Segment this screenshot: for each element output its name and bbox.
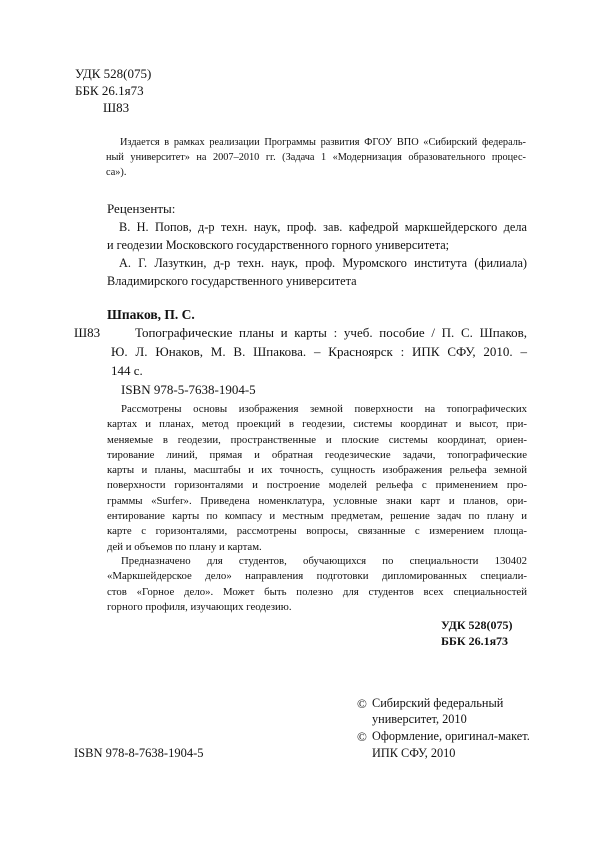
reviewer-line: и геодезии Московского государственного горного университета; xyxy=(107,238,450,252)
catalog-title-line: 144 с. xyxy=(111,363,143,378)
udk-code: УДК 528(075) xyxy=(75,66,152,81)
reviewers-list xyxy=(107,221,527,293)
isbn-bottom: ISBN 978-8-7638-1904-5 xyxy=(74,746,204,760)
cutter-code: Ш83 xyxy=(103,100,130,115)
catalog-title-line: Топографические планы и карты : учеб. пособие / П. С. Шпаков, xyxy=(135,325,527,340)
abstract-line: поверхности горизонталями и построение моделей рельефа с применением про- xyxy=(107,479,527,492)
catalog-description xyxy=(107,326,527,402)
copyright-symbol: © xyxy=(357,696,367,711)
purpose-line: горного профиля, изучающих геодезию. xyxy=(107,600,292,613)
abstract-line: карте с горизонталями, рассмотрены вопросы, связанные с измерением площа- xyxy=(107,525,527,538)
program-note xyxy=(106,138,526,183)
purpose-line: стов «Горное дело». Может быть полезно для студентов всех специальностей xyxy=(107,585,527,598)
abstract-line: тирование линий, прямая и обратная геодезические задачи, топографические xyxy=(107,448,527,461)
catalog-title-line: Ю. Л. Юнаков, М. В. Шпакова. – Красноярск : ИПК СФУ, 2010. – xyxy=(111,344,527,359)
catalog-isbn: ISBN 978-5-7638-1904-5 xyxy=(121,382,256,397)
abstract-line: граммы «Surfer». Приведена номенклатура, условные знаки карт и планов, ори- xyxy=(107,494,527,507)
abstract-line: меняемые в геодезии, пространственные и плоские системы координат, ориен- xyxy=(107,433,527,446)
reviewer-line: В. Н. Попов, д-р техн. наук, проф. зав. кафедрой маркшейдерского дела xyxy=(119,220,527,234)
reviewers-heading: Рецензенты: xyxy=(107,201,176,216)
footer-udk-code: УДК 528(075) xyxy=(441,618,513,632)
abstract-line: ентирование карты по компасу и местным предметам, решение задач по плану и xyxy=(107,510,527,523)
bbk-code: ББК 26.1я73 xyxy=(75,83,144,98)
purpose-line: Предназначено для студентов, обучающихся по специальности 130402 xyxy=(121,555,527,567)
program-note-line: ный университет» на 2007–2010 гг. (Задача 1 «Модернизация образовательного процес- xyxy=(106,152,526,163)
reviewer-line: Владимирского государственного университета xyxy=(107,274,357,288)
catalog-cutter: Ш83 xyxy=(74,325,101,340)
abstract-line: Рассмотрены основы изображения земной поверхности на топографических xyxy=(121,403,527,415)
abstract-line: дей и объемов по плану и картам. xyxy=(107,540,262,553)
abstract-line: картах и планах, метод проекций в геодезии, системы координат и высот, при- xyxy=(107,418,527,431)
catalog-author: Шпаков, П. С. xyxy=(107,307,195,322)
purpose xyxy=(107,556,527,617)
copyright-line: ИПК СФУ, 2010 xyxy=(372,746,456,760)
footer-bbk-code: ББК 26.1я73 xyxy=(441,634,509,648)
program-note-line: Издается в рамках реализации Программы развития ФГОУ ВПО «Сибирский федераль- xyxy=(120,137,526,148)
abstract xyxy=(107,404,527,557)
copyright-line: Оформление, оригинал-макет. xyxy=(372,729,530,743)
copyright-symbol: © xyxy=(357,729,367,744)
purpose-line: «Маркшейдерское дело» направления подготовки дипломированных специали- xyxy=(107,570,527,583)
abstract-line: карты и планы, масштабы и их точность, сущность изображения рельефа земной xyxy=(107,464,527,477)
program-note-line: са»). xyxy=(106,167,127,178)
copyright-line: университет, 2010 xyxy=(372,712,467,726)
copyright-line: Сибирский федеральный xyxy=(372,696,504,710)
reviewer-line: А. Г. Лазуткин, д-р техн. наук, проф. Муромского института (филиала) xyxy=(119,256,527,270)
